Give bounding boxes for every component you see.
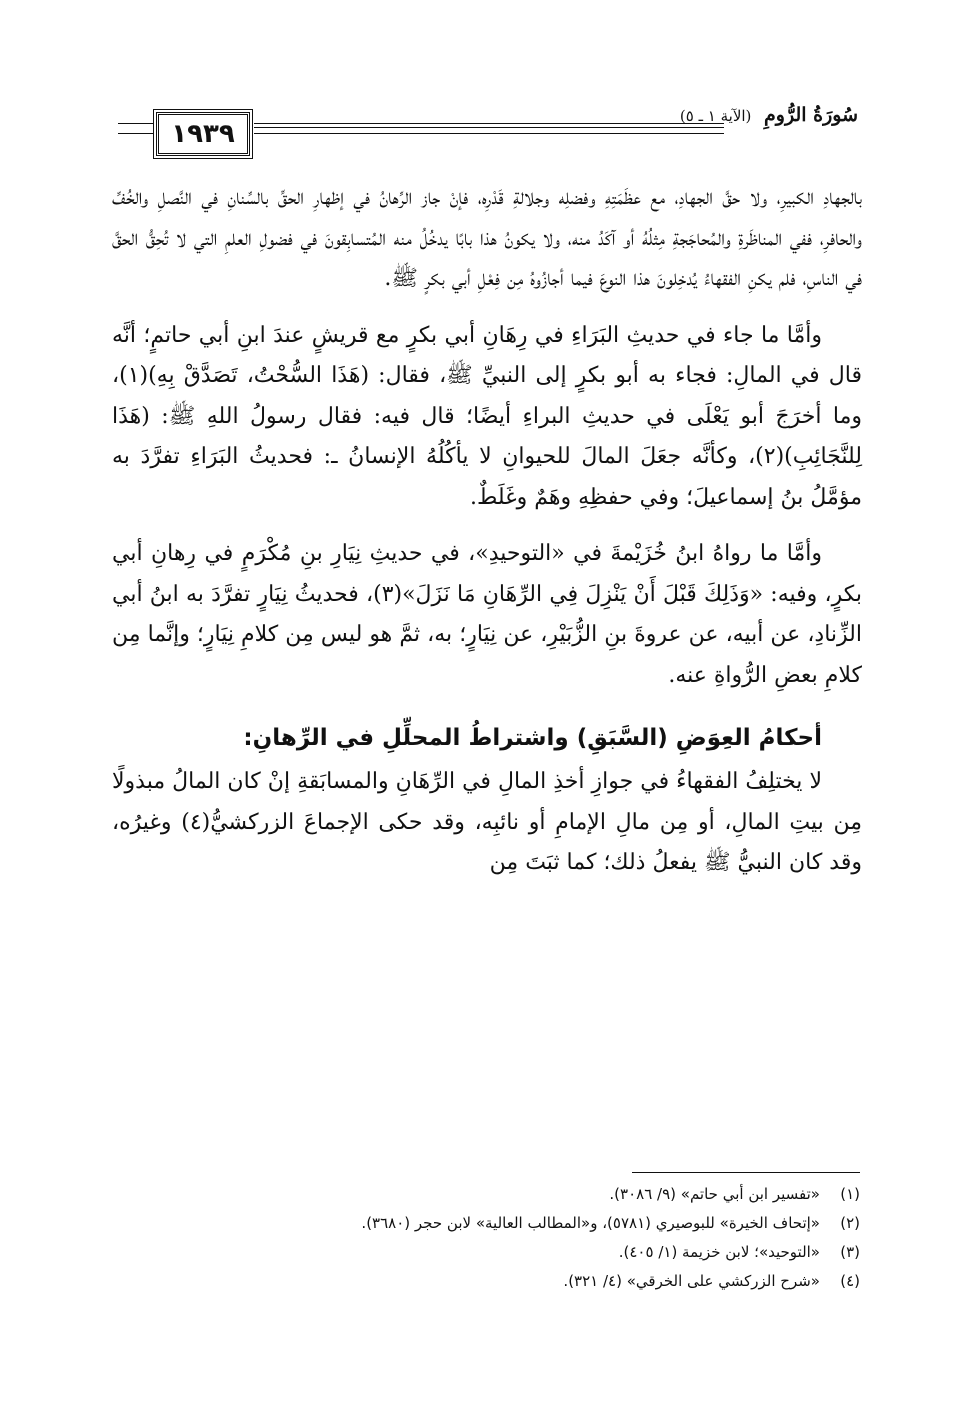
running-title bbox=[680, 104, 858, 126]
footnote-number: (٢) bbox=[840, 1214, 860, 1232]
text-line: بالجهادِ الكبيرِ، ولا حقَّ الجهادِ، مع عظَمَتِهِ وفضلِه وجلالةِ قَدْرِه، فإنْ bbox=[449, 185, 862, 210]
footnote bbox=[112, 1209, 860, 1238]
text-line: في رِهانِ أبي بكرٍ، وفيه: «وَذَلِكَ قَبْلَ أَنْ يَنْزِلَ فِي الرِّهَانِ مَا نَزَلَ»(٣)، bbox=[112, 541, 863, 607]
footnote-separator bbox=[632, 1172, 860, 1173]
text-line: كان المالُ مبذولًا مِن بيتِ المالِ، أو مِن مالِ الإمامِ أو نائبِه، وقد حكى bbox=[112, 769, 862, 835]
footnote-number: (٣) bbox=[840, 1243, 860, 1261]
paragraph-4 bbox=[112, 762, 862, 884]
header-rule bbox=[254, 123, 724, 134]
footnote bbox=[112, 1238, 860, 1267]
text-line: جعَلَ المالَ للحيوانِ لا يأكُلُهُ الإنسانُ ـ: فحديثُ البَرَاءِ تفرَّدَ به مؤمَّلُ بنُ bbox=[112, 444, 862, 510]
page-header bbox=[118, 100, 858, 162]
paragraph-1 bbox=[112, 178, 862, 300]
text-line: فقال: (هَذَا السُّحْتُ، تَصَدَّقْ بِهِ)(١)، وما أخرَجَ أبو يَعْلَى في حديثِ bbox=[112, 363, 863, 429]
footnote-text: «شرح الزركشي على الخرقي» (٤/ ٣٢١). bbox=[563, 1272, 820, 1290]
text-line: وأمَّا ما رواهُ ابنُ خُزَيْمةَ في «التوحيدِ»، في حديثِ نِيَارِ بنِ مُكْرَمٍ bbox=[241, 541, 822, 566]
footnote-text: «إتحاف الخيرة» للبوصيري (٥٧٨١)، و«المطالب العالية» لابن حجر (٣٦٨٠). bbox=[361, 1214, 820, 1232]
text-line: جاز الرِّهانُ في إظهارِ الحقِّ بالسِّنانِ في النَّصلِ والخُفِّ والحافرِ، ففي bbox=[112, 185, 862, 251]
footnote bbox=[112, 1180, 860, 1209]
main-text bbox=[112, 178, 862, 884]
text-line: الإجماعَ الزركشيُّ(٤) وغيرُه، وقد كان النبيُّ ﷺ يفعلُ ذلك؛ كما ثبَتَ مِن bbox=[112, 809, 862, 875]
text-line: فحديثُ نِيَارٍ تفرَّدَ به ابنُ أبي الزِّنادِ، عن أبيه، عن عروةَ بنِ الزُّبَيْرِ، عن bbox=[112, 581, 863, 647]
text-line: المناظَرةِ والمُحاجَجةِ مِثلُهُ أو آكَدُ منه، ولا يكونُ هذا بابًا يدخُلُ منه bbox=[393, 225, 783, 251]
text-line: إسماعيلَ؛ وفي حفظِهِ وهَمٌ وغَلَطٌ. bbox=[469, 484, 774, 510]
paragraph-3 bbox=[112, 534, 862, 696]
footnote-number: (٤) bbox=[840, 1272, 860, 1290]
text-line: وأمَّا ما جاء في حديثِ البَرَاءِ في رِهَانِ أبي بكرٍ مع قريشٍ عندَ bbox=[273, 322, 823, 348]
header-rule-left bbox=[118, 123, 154, 134]
footnote-number: (١) bbox=[840, 1185, 860, 1203]
paragraph-2 bbox=[112, 316, 862, 519]
text-line: البراءِ أيضًا؛ قال فيه: فقال رسولُ اللهِ ﷺ: (هَذَا لِلنَّجَائِبِ)(٢)، وكأنَّه bbox=[112, 403, 863, 469]
section-heading: أحكامُ العِوَضِ (السَّبَقِ) واشتراطُ المحلِّلِ في الرِّهانِ: bbox=[243, 725, 822, 751]
footnote-text: «تفسير ابن أبي حاتم» (٩/ ٣٠٨٦). bbox=[609, 1185, 820, 1203]
text-line: المُتسابِقونَ في فضولِ العلمِ التي لا تُحِقُّ الحقَّ في الناسِ، فلم يكنِ bbox=[112, 225, 862, 291]
text-line: الفقهاءُ يُدخِلونَ هذا النوعَ فيما أجازُوهُ مِن فِعْلِ أبي بكرٍ ﷺ. bbox=[384, 266, 741, 291]
surah-title: سُورَةُ الرُّومِ bbox=[764, 104, 858, 126]
footnote-text: «التوحيد»؛ لابن خزيمة (١/ ٤٠٥). bbox=[618, 1243, 820, 1261]
footnotes bbox=[112, 1180, 860, 1296]
text-line: لا يختلِفُ الفقهاءُ في جوازِ أخذِ المالِ في الرِّهَانِ والمسابَقةِ إنْ bbox=[267, 769, 823, 794]
page-number: ١٩٣٩ bbox=[156, 112, 250, 156]
ayah-reference: (الآية ١ ـ ٥) bbox=[679, 107, 752, 125]
footnote bbox=[112, 1267, 860, 1296]
text-line: ابنِ أبي حاتمٍ؛ أنَّه قال في المالِ: فجاء به أبو بكرٍ إلى النبيِّ ﷺ، bbox=[112, 322, 862, 388]
text-line: نِيَارٍ؛ به، ثمَّ هو ليس مِن كلامِ نِيَارٍ؛ وإنَّما مِن كلامِ بعضِ الرُّواةِ عنه. bbox=[112, 622, 862, 688]
